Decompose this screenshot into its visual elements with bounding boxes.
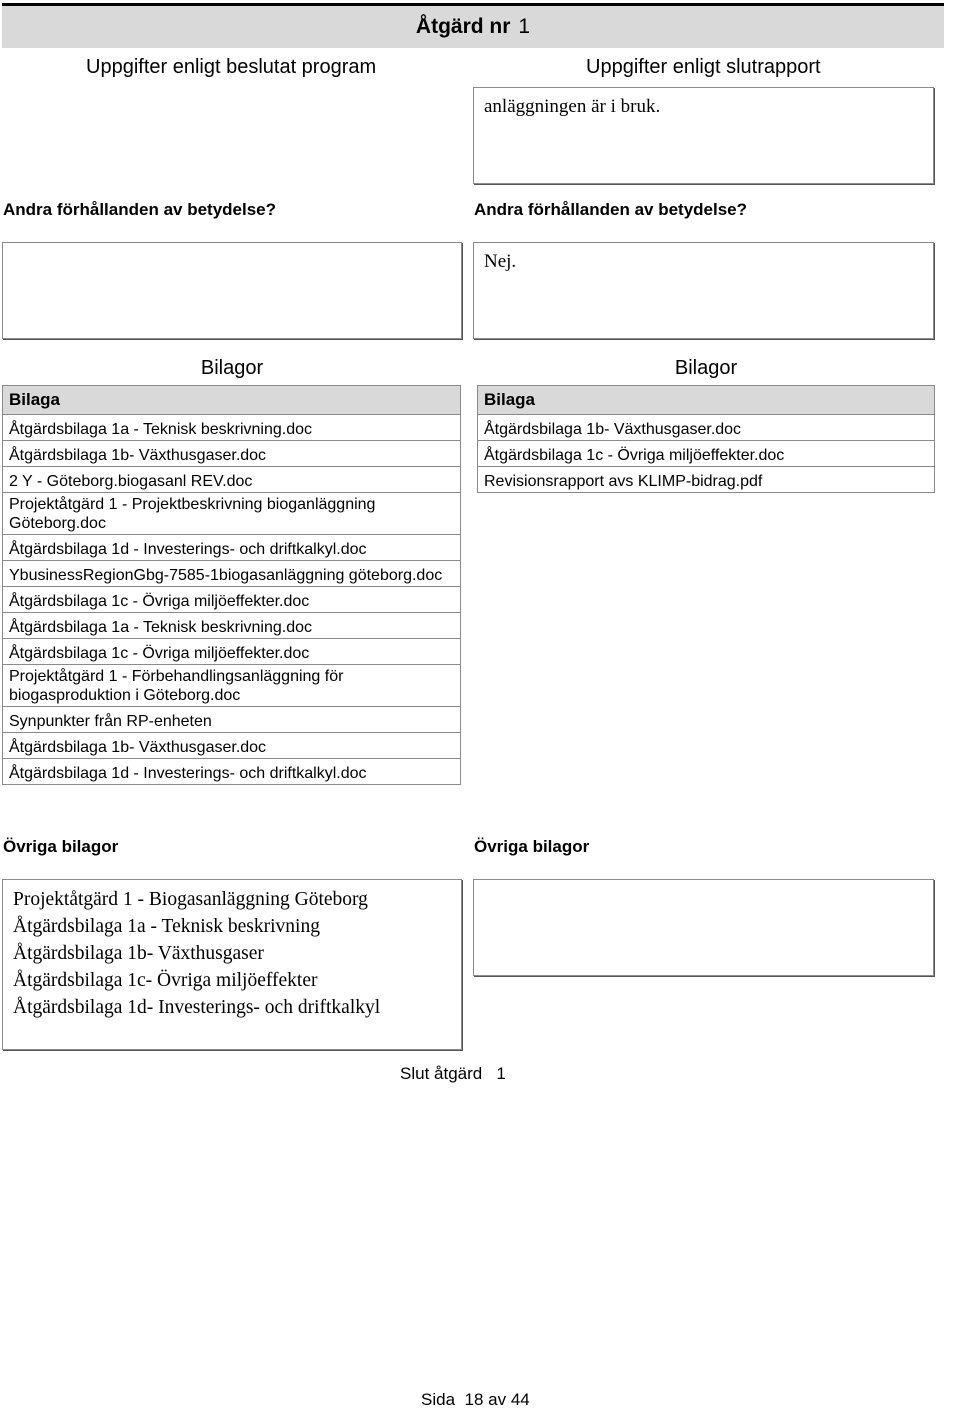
right-andra-value: Nej. [484, 251, 517, 272]
left-bilagor-title: Bilagor [200, 357, 264, 379]
attachment-file-link[interactable]: Åtgärdsbilaga 1c - Övriga miljöeffekter.doc [478, 441, 935, 467]
attachment-file-link[interactable]: Projektåtgärd 1 - Förbehandlingsanläggning för biogasproduktion i Göteborg.doc [3, 665, 461, 707]
right-attachment-header: Bilaga [478, 386, 935, 415]
attachment-file-link[interactable]: Åtgärdsbilaga 1d - Investerings- och driftkalkyl.doc [3, 535, 461, 561]
slutrapport-description-box [473, 87, 934, 184]
attachment-file-link[interactable]: Åtgärdsbilaga 1a - Teknisk beskrivning.doc [3, 613, 461, 639]
end-of-action [400, 1064, 506, 1084]
ovriga-line: Åtgärdsbilaga 1d- Investerings- och driftkalkyl [13, 997, 381, 1018]
attachment-file-link[interactable]: Åtgärdsbilaga 1c - Övriga miljöeffekter.doc [3, 587, 461, 613]
table-row [478, 441, 935, 467]
action-header [2, 3, 944, 48]
table-row [478, 415, 935, 441]
attachment-file-link[interactable]: Synpunkter från RP-enheten [3, 707, 461, 733]
table-row [3, 707, 461, 733]
left-andra-box [2, 242, 462, 339]
attachment-file-link[interactable]: Åtgärdsbilaga 1d - Investerings- och driftkalkyl.doc [3, 759, 461, 785]
left-column-heading: Uppgifter enligt beslutat program [86, 56, 377, 78]
table-row [3, 415, 461, 441]
table-row [3, 441, 461, 467]
page-of: av [488, 1390, 507, 1409]
attachment-file-link[interactable]: Åtgärdsbilaga 1c - Övriga miljöeffekter.doc [3, 639, 461, 665]
right-ovriga-box [473, 879, 934, 976]
table-row [3, 733, 461, 759]
end-of-action-label: Slut åtgärd [400, 1064, 483, 1083]
ovriga-line: Åtgärdsbilaga 1b- Växthusgaser [13, 943, 264, 964]
table-row [478, 467, 935, 493]
page-number [421, 1390, 530, 1410]
table-row [3, 759, 461, 785]
table-row [3, 493, 461, 535]
end-of-action-number: 1 [496, 1064, 506, 1083]
action-number: 1 [518, 15, 531, 38]
left-attachment-table [2, 385, 461, 785]
attachment-file-link[interactable]: 2 Y - Göteborg.biogasanl REV.doc [3, 467, 461, 493]
table-row [3, 613, 461, 639]
attachment-file-link[interactable]: Åtgärdsbilaga 1b- Växthusgaser.doc [3, 733, 461, 759]
attachment-file-link[interactable]: Revisionsrapport avs KLIMP-bidrag.pdf [478, 467, 935, 493]
ovriga-line: Åtgärdsbilaga 1a - Teknisk beskrivning [13, 916, 320, 937]
table-row [3, 467, 461, 493]
table-row [3, 561, 461, 587]
right-ovriga-label: Övriga bilagor [474, 837, 590, 856]
left-ovriga-box [2, 879, 462, 1050]
attachment-file-link[interactable]: Åtgärdsbilaga 1b- Växthusgaser.doc [478, 415, 935, 441]
right-andra-label: Andra förhållanden av betydelse? [474, 200, 748, 219]
attachment-file-link[interactable]: Projektåtgärd 1 - Projektbeskrivning bioganläggning Göteborg.doc [3, 493, 461, 535]
right-attachment-table [477, 385, 935, 493]
page-current: 18 [464, 1390, 484, 1409]
right-bilagor-title: Bilagor [674, 357, 738, 379]
slutrapport-description-text: anläggningen är i bruk. [484, 96, 661, 117]
page-label: Sida [421, 1390, 456, 1409]
ovriga-line: Projektåtgärd 1 - Biogasanläggning Göteborg [13, 889, 368, 910]
left-ovriga-label: Övriga bilagor [3, 837, 119, 856]
table-row [3, 535, 461, 561]
right-column-heading: Uppgifter enligt slutrapport [586, 56, 821, 78]
right-andra-box [473, 242, 934, 339]
left-attachment-header: Bilaga [3, 386, 461, 415]
table-row [3, 639, 461, 665]
attachment-file-link[interactable]: YbusinessRegionGbg-7585-1biogasanläggning göteborg.doc [3, 561, 461, 587]
attachment-file-link[interactable]: Åtgärdsbilaga 1b- Växthusgaser.doc [3, 441, 461, 467]
table-row [3, 665, 461, 707]
action-title: Åtgärd nr [415, 15, 511, 38]
left-andra-label: Andra förhållanden av betydelse? [3, 200, 277, 219]
attachment-file-link[interactable]: Åtgärdsbilaga 1a - Teknisk beskrivning.doc [3, 415, 461, 441]
table-row [3, 587, 461, 613]
page-total: 44 [510, 1390, 530, 1409]
ovriga-line: Åtgärdsbilaga 1c- Övriga miljöeffekter [13, 970, 318, 991]
